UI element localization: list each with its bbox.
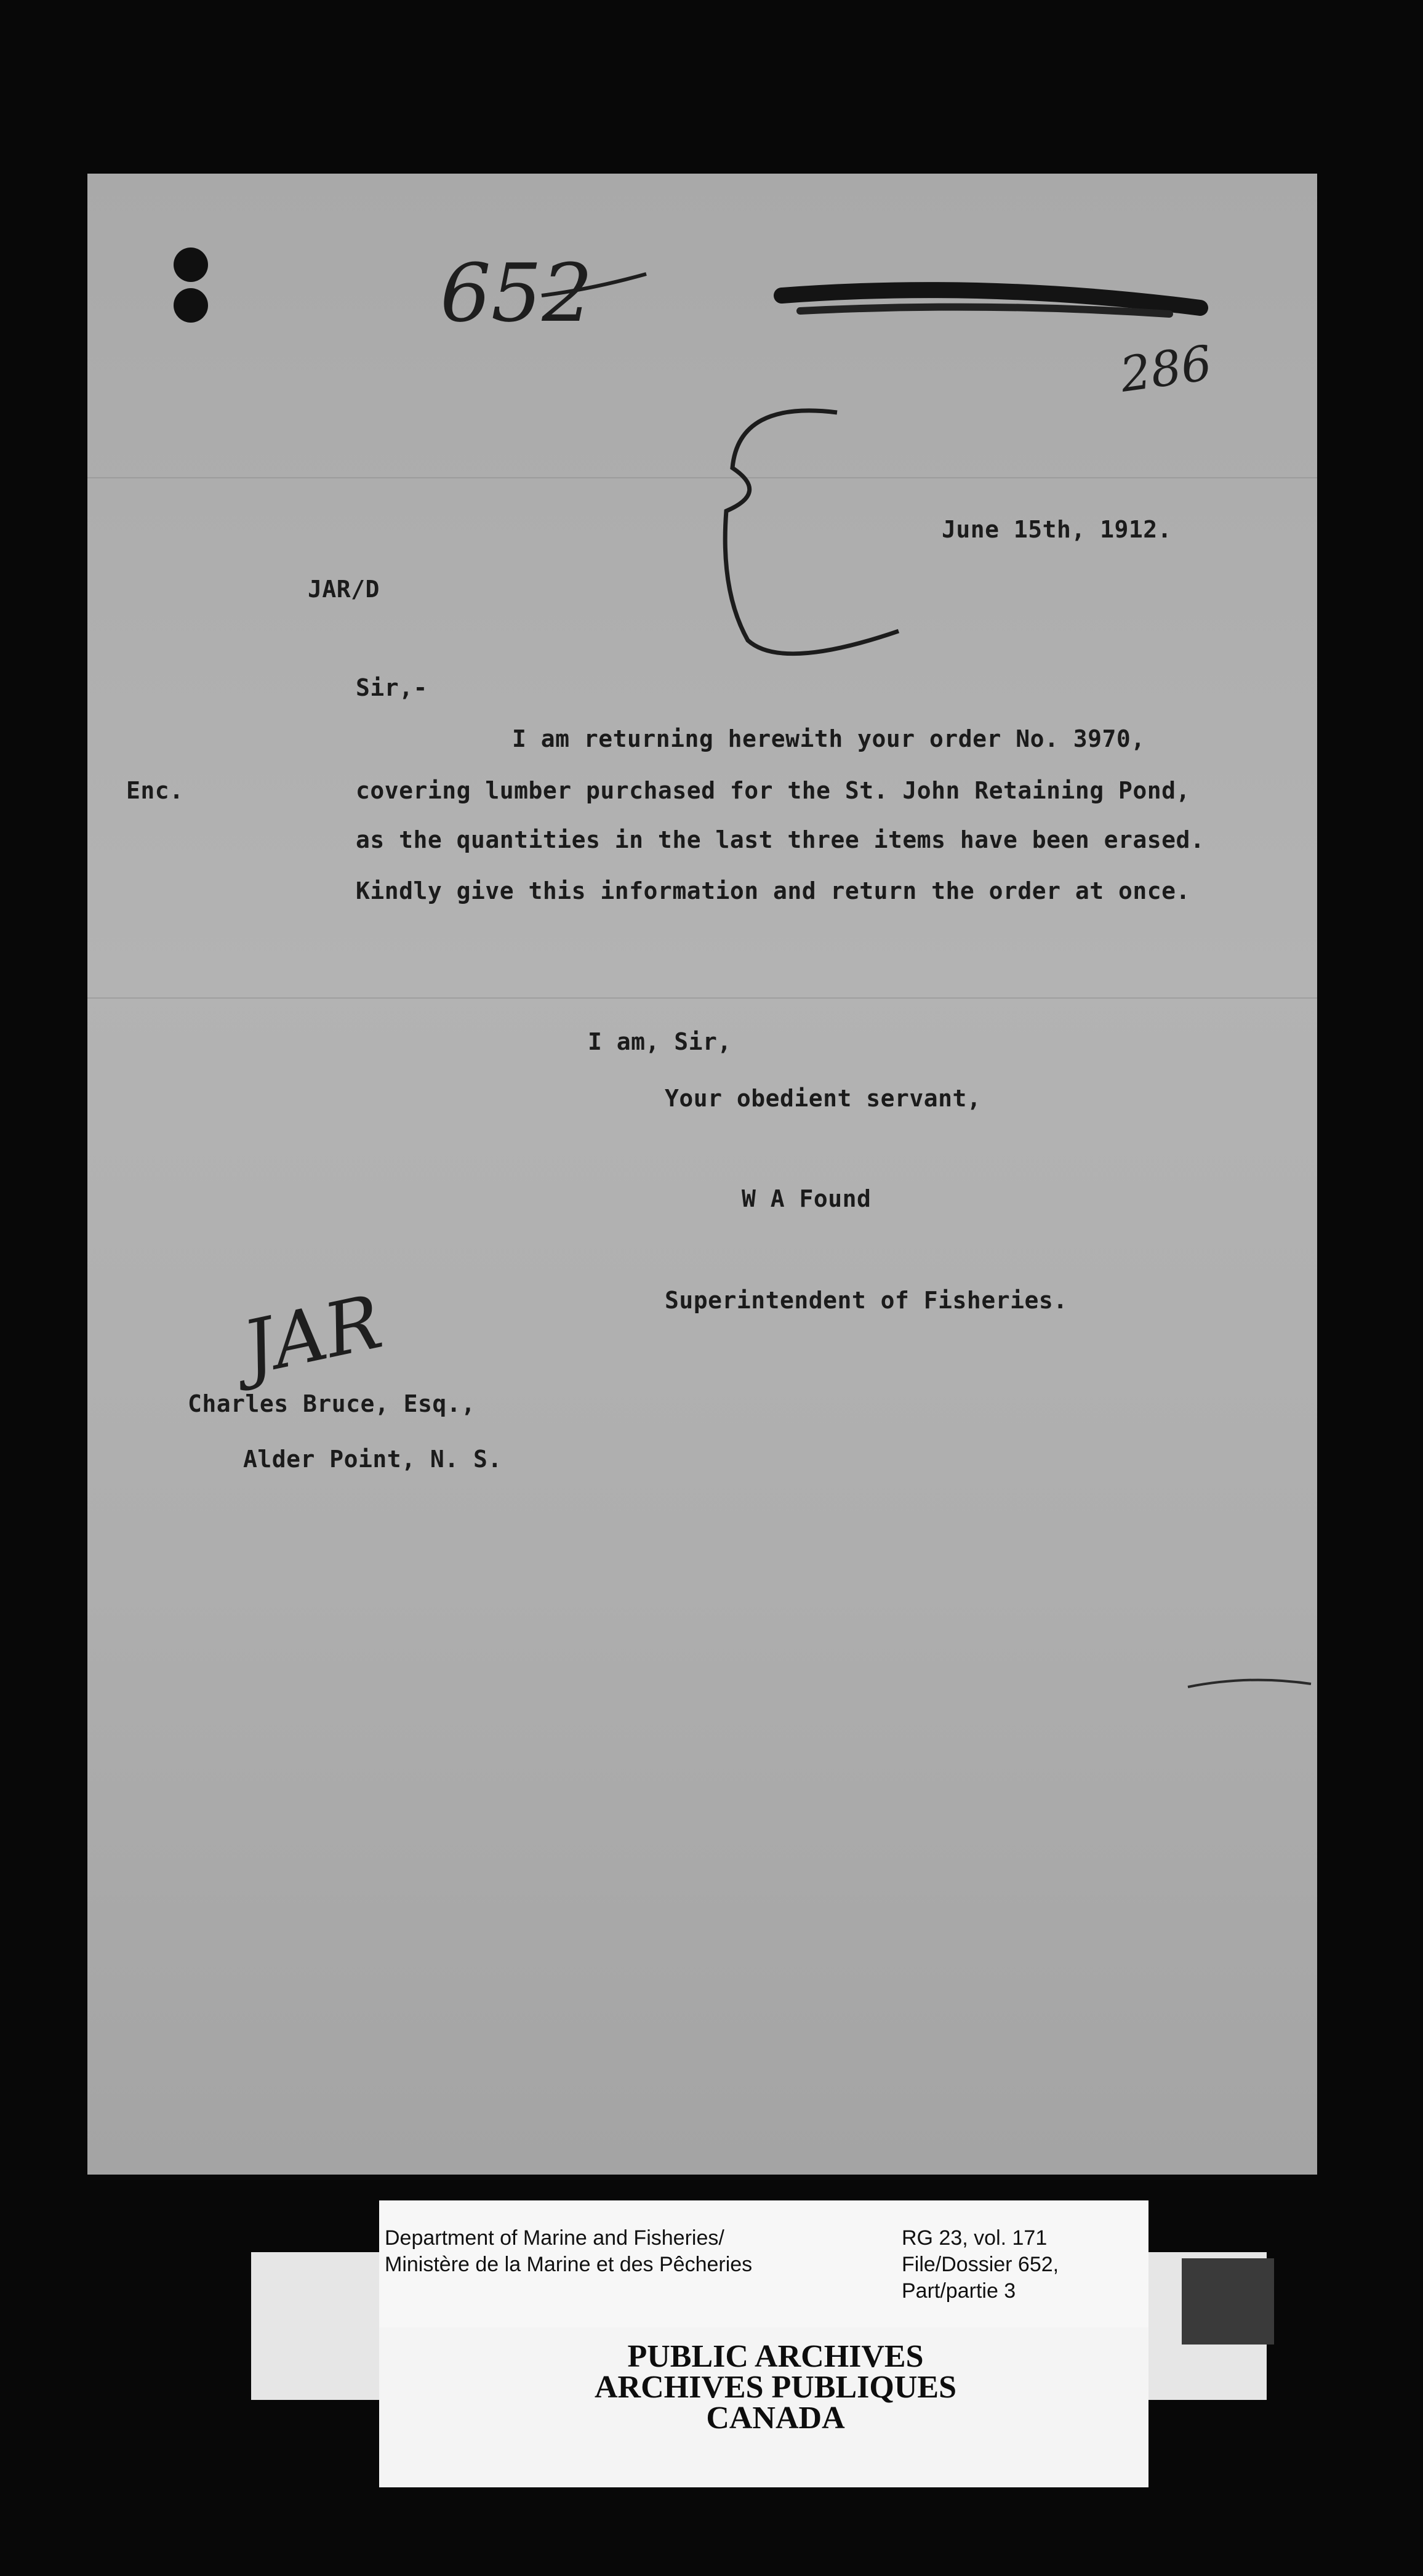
page-number-handwritten: 286 [1116, 336, 1216, 403]
bracket-mark [725, 411, 899, 654]
record-group: RG 23, vol. 171 [902, 2226, 1048, 2250]
closing-line: I am, Sir, [588, 1028, 732, 1055]
handwritten-initials: JAR [236, 1279, 390, 1392]
body-line: Kindly give this information and return the order at once. [356, 877, 1190, 904]
label-shadow [1182, 2258, 1274, 2345]
part-partie: Part/partie 3 [902, 2279, 1016, 2303]
enclosure-note: Enc. [126, 777, 184, 804]
archives-stamp-line: ARCHIVES PUBLIQUES [594, 2370, 957, 2405]
department-french: Ministère de la Marine et des Pêcheries [385, 2253, 753, 2276]
salutation: Sir,- [356, 674, 428, 701]
letter-date: June 15th, 1912. [942, 516, 1172, 543]
reference-code: JAR/D [308, 576, 380, 603]
signatory-name: W A Found [742, 1185, 872, 1212]
file-number-handwritten: 652 [440, 246, 593, 340]
body-line: as the quantities in the last three items have been erased. [356, 826, 1205, 853]
body-line: covering lumber purchased for the St. John Retaining Pond, [356, 777, 1190, 804]
pen-stroke [1188, 1680, 1311, 1687]
file-dossier: File/Dossier 652, [902, 2253, 1059, 2276]
archives-stamp-line: CANADA [706, 2401, 845, 2436]
redaction-stroke [800, 307, 1169, 314]
addressee-place: Alder Point, N. S. [243, 1446, 502, 1473]
addressee-name: Charles Bruce, Esq., [188, 1390, 476, 1417]
department-english: Department of Marine and Fisheries/ [385, 2226, 724, 2250]
signatory-title: Superintendent of Fisheries. [665, 1287, 1068, 1314]
archives-stamp-line: PUBLIC ARCHIVES [627, 2339, 924, 2374]
pen-stroke [542, 274, 646, 296]
body-line: I am returning herewith your order No. 3970, [512, 725, 1145, 752]
closing-line: Your obedient servant, [665, 1085, 982, 1112]
